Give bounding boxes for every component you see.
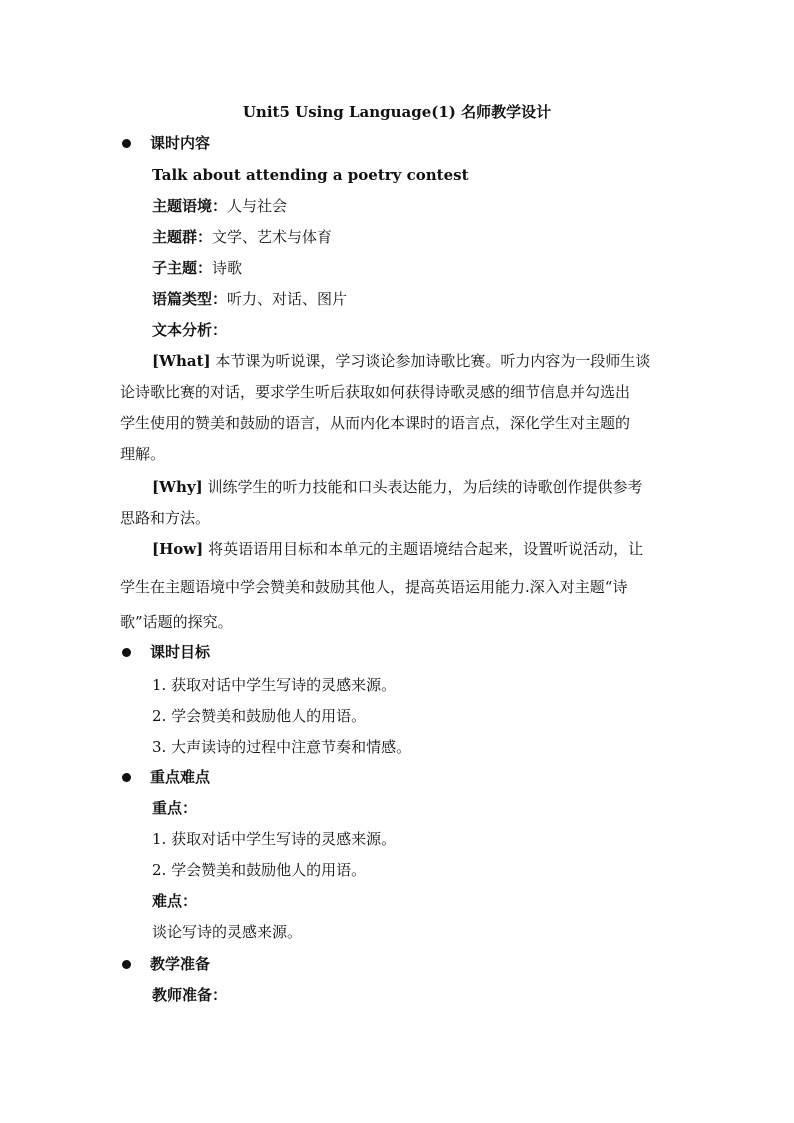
objective-item: 2. 学会赞美和鼓励他人的用语。 <box>152 707 367 725</box>
what-line-4: 理解。 <box>120 445 166 463</box>
subtopic-label: 子主题： <box>152 259 213 277</box>
section-heading-content: 课时内容 <box>150 134 211 152</box>
key-label: 重点： <box>152 799 198 817</box>
subtopic-value: 诗歌 <box>212 259 243 277</box>
what-text-1: 本节课为听说课，学习谈论参加诗歌比赛。听力内容为一段师生谈 <box>215 352 651 370</box>
section-heading-preparation: 教学准备 <box>150 955 211 973</box>
what-line-2: 论诗歌比赛的对话，要求学生听后获取如何获得诗歌灵感的细节信息并勾选出 <box>120 383 631 401</box>
context-value: 人与社会 <box>227 197 288 215</box>
section-heading-objectives: 课时目标 <box>150 643 211 661</box>
document-title: Unit5 Using Language(1) 名师教学设计 <box>242 103 552 121</box>
group-label: 主题群： <box>152 228 213 246</box>
what-tag: [What] <box>152 352 211 370</box>
how-line-1 <box>152 538 643 560</box>
context-line <box>152 195 287 217</box>
bullet-icon <box>122 773 131 782</box>
group-value: 文学、艺术与体育 <box>212 228 333 246</box>
how-text-1: 将英语语用目标和本单元的主题语境结合起来，设置听说活动，让 <box>208 540 644 558</box>
teacher-prep-label: 教师准备： <box>152 986 228 1004</box>
difficult-text: 谈论写诗的灵感来源。 <box>152 923 303 941</box>
what-line-1 <box>152 350 650 372</box>
what-line-3: 学生使用的赞美和鼓励的语言，从而内化本课时的语言点，深化学生对主题的 <box>120 414 631 432</box>
bullet-icon <box>122 960 131 969</box>
objective-item: 1. 获取对话中学生写诗的灵感来源。 <box>152 676 397 694</box>
key-item: 1. 获取对话中学生写诗的灵感来源。 <box>152 830 397 848</box>
context-label: 主题语境： <box>152 197 228 215</box>
bullet-icon <box>122 139 131 148</box>
why-text-1: 训练学生的听力技能和口头表达能力，为后续的诗歌创作提供参考 <box>207 478 643 496</box>
section-heading-key-points: 重点难点 <box>150 768 211 786</box>
analysis-label: 文本分析： <box>152 321 228 339</box>
why-line-1 <box>152 476 642 498</box>
how-line-2: 学生在主题语境中学会赞美和鼓励其他人，提高英语运用能力.深入对主题“诗 <box>120 578 628 596</box>
text-type-line <box>152 288 347 310</box>
objective-item: 3. 大声读诗的过程中注意节奏和情感。 <box>152 738 412 756</box>
why-tag: [Why] <box>152 478 203 496</box>
difficult-label: 难点： <box>152 892 198 910</box>
key-item: 2. 学会赞美和鼓励他人的用语。 <box>152 861 367 879</box>
lesson-topic: Talk about attending a poetry contest <box>152 166 469 184</box>
how-line-3: 歌”话题的探究。 <box>120 613 233 631</box>
text-type-value: 听力、对话、图片 <box>227 290 348 308</box>
group-line <box>152 226 332 248</box>
text-type-label: 语篇类型： <box>152 290 228 308</box>
bullet-icon <box>122 648 131 657</box>
why-line-2: 思路和方法。 <box>120 509 211 527</box>
subtopic-line <box>152 257 242 279</box>
how-tag: [How] <box>152 540 204 558</box>
